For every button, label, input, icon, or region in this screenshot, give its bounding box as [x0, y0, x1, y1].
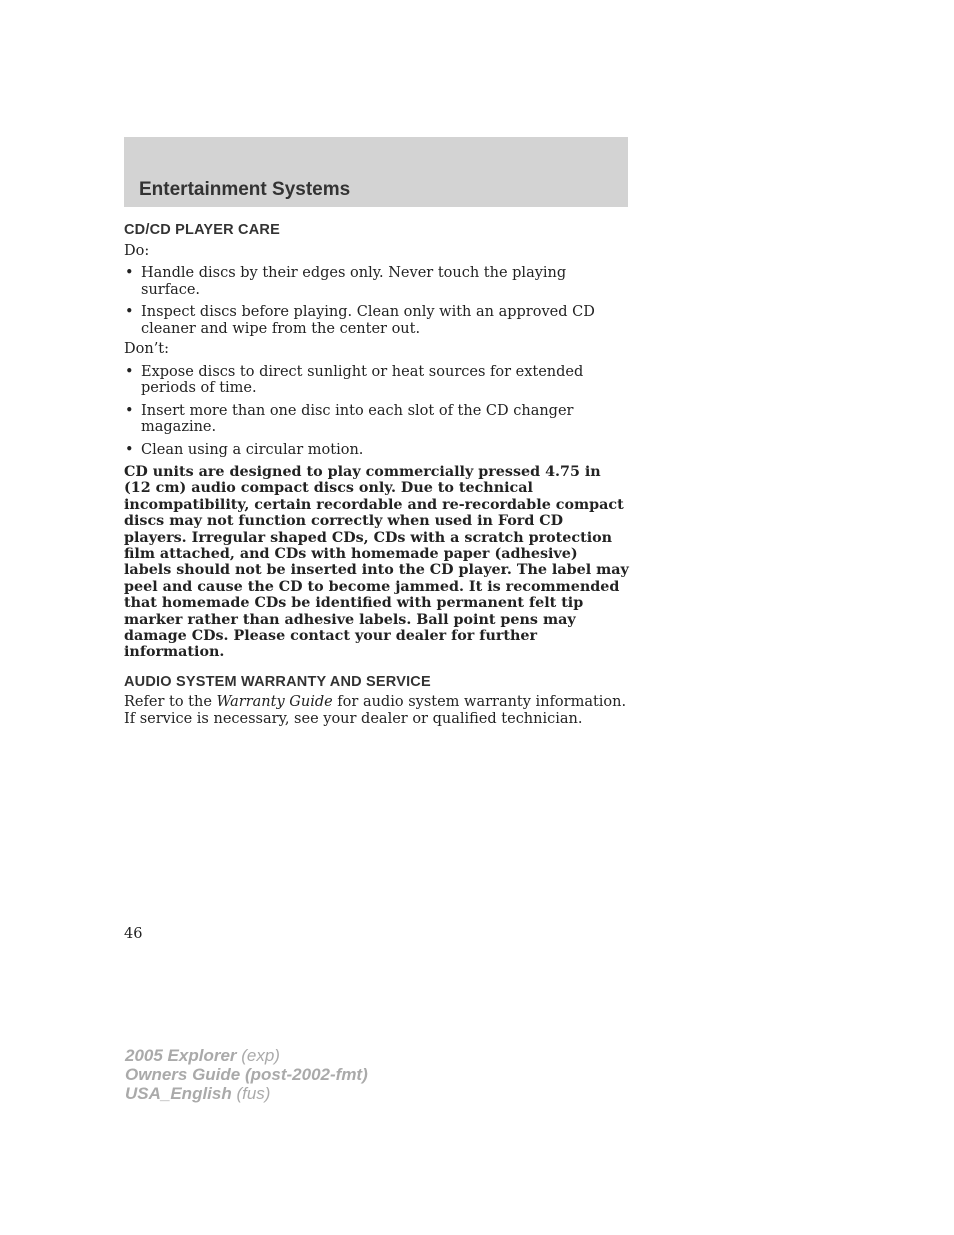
section-header-title: Entertainment Systems — [139, 179, 351, 200]
cd-player-care-heading: CD/CD PLAYER CARE — [124, 222, 280, 238]
bullet-icon: • — [125, 265, 134, 281]
bullet-icon: • — [125, 304, 134, 320]
cd-compatibility-warning: CD units are designed to play commercially pressed 4.75 in (12 cm) audio compact discs only. Due to technical incompatibility, certain recordable and re-recordable compact discs may not function correctly when used in Ford CD players. Irregular shaped CDs, CDs with a scratch protection film attached, and CDs with homemade paper (adhesive) labels should not be inserted into the CD player. The label may peel and cause the CD to become jammed. It is recommended that homemade CDs be identified with permanent felt tip marker rather than adhesive labels. Ball point pens may damage CDs. Please contact your dealer for further information. — [124, 464, 629, 661]
list-item — [124, 265, 629, 298]
footer-line-model — [125, 1046, 368, 1065]
warranty-text-before: Refer to the — [124, 694, 217, 711]
dont-list — [124, 364, 629, 459]
list-item — [124, 442, 629, 459]
list-item — [124, 364, 629, 397]
list-item-text: Inspect discs before playing. Clean only with an approved CD cleaner and wipe from the center out. — [141, 304, 595, 337]
footer-language: USA_English — [125, 1084, 232, 1103]
list-item-text: Clean using a circular motion. — [141, 441, 364, 458]
footer-model-code: (exp) — [236, 1046, 280, 1065]
page-number: 46 — [124, 926, 143, 942]
list-item-text: Handle discs by their edges only. Never touch the playing surface. — [141, 265, 567, 298]
bullet-icon: • — [125, 363, 134, 380]
do-label: Do: — [124, 242, 150, 259]
warranty-paragraph — [124, 694, 629, 727]
footer-line-language — [125, 1084, 368, 1103]
do-list — [124, 265, 629, 337]
footer-guide: Owners Guide (post-2002-fmt) — [125, 1065, 368, 1084]
page-content — [124, 220, 629, 727]
list-item-text: Insert more than one disc into each slot of the CD changer magazine. — [141, 402, 574, 435]
warranty-text-after: for audio system warranty information. If service is necessary, see your dealer or qualified technician. — [124, 694, 627, 727]
warranty-guide-reference: Warranty Guide — [216, 694, 333, 711]
audio-warranty-heading: AUDIO SYSTEM WARRANTY AND SERVICE — [124, 673, 431, 690]
list-item — [124, 304, 629, 337]
bullet-icon: • — [125, 402, 134, 419]
bullet-icon: • — [125, 441, 134, 458]
list-item — [124, 403, 629, 436]
list-item-text: Expose discs to direct sunlight or heat sources for extended periods of time. — [141, 363, 584, 396]
dont-label: Don’t: — [124, 341, 170, 357]
footer-line-guide — [125, 1065, 368, 1084]
section-header-band — [124, 137, 628, 207]
document-footer — [125, 1046, 368, 1103]
footer-language-code: (fus) — [231, 1084, 271, 1103]
footer-model: 2005 Explorer — [125, 1046, 237, 1065]
